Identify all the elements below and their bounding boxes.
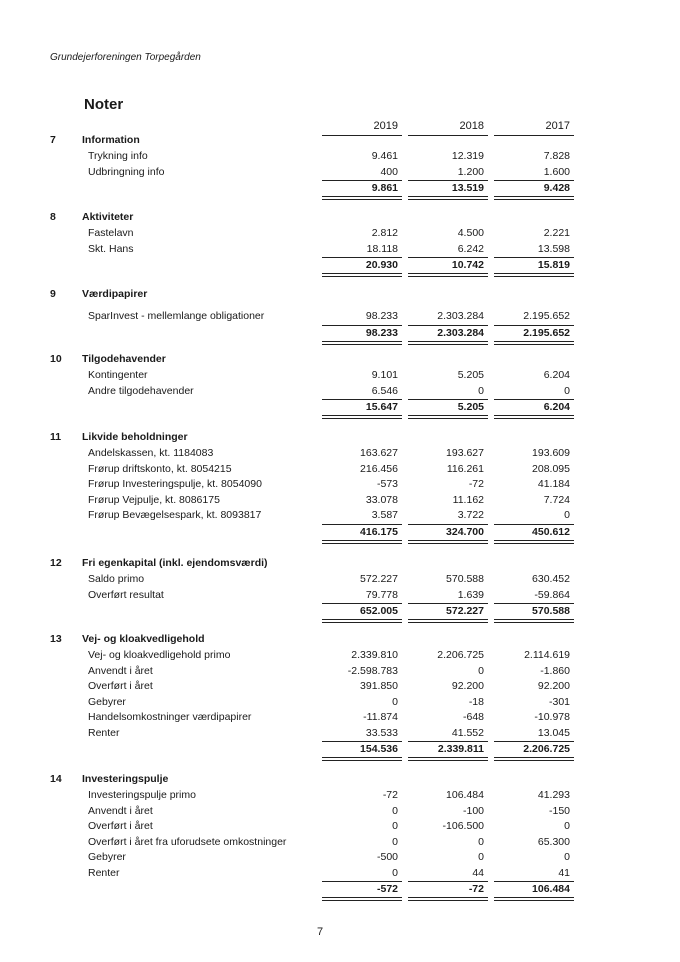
total-value-2019: 20.930 (365, 259, 398, 271)
total-value-2017: 9.428 (543, 182, 570, 194)
note-line-item (0, 166, 680, 181)
line-item-value-2018: 570.588 (446, 573, 484, 585)
total-double-underline (322, 540, 402, 544)
note-line-item (0, 310, 680, 325)
line-item-value-2017: 41.184 (537, 478, 570, 490)
line-item-value-2019: -573 (376, 478, 398, 490)
subtotal-underline (494, 325, 574, 326)
subtotal-underline (494, 741, 574, 742)
line-item-value-2018: 12.319 (451, 150, 484, 162)
subtotal-underline (322, 399, 402, 400)
subtotal-underline (408, 524, 488, 525)
note-title: Værdipapirer (82, 288, 148, 300)
line-item-label: Trykning info (88, 150, 148, 162)
line-item-value-2018: 0 (478, 664, 484, 677)
year-column-2019: 2019 (373, 120, 398, 132)
total-double-underline (408, 341, 488, 345)
total-value-2018: 5.205 (457, 401, 484, 413)
total-double-underline (494, 341, 574, 345)
total-double-underline (494, 757, 574, 761)
page-number: 7 (316, 926, 324, 938)
line-item-value-2017: 7.724 (543, 493, 570, 506)
line-item-label: Anvendt i året (88, 804, 153, 817)
total-double-underline (322, 897, 402, 901)
line-item-label: Kontingenter (88, 369, 148, 381)
line-item-value-2018: 106.484 (446, 789, 484, 801)
line-item-value-2017: 0 (564, 851, 570, 863)
line-item-label: Overført resultat (88, 588, 164, 601)
subtotal-underline (408, 881, 488, 882)
note-total-row (0, 883, 680, 898)
total-double-underline (408, 757, 488, 761)
subtotal-underline (494, 603, 574, 604)
line-item-value-2019: 0 (392, 820, 398, 832)
line-item-value-2017: 0 (564, 509, 570, 521)
subtotal-underline (408, 603, 488, 604)
line-item-label: Investeringspulje primo (88, 789, 196, 801)
line-item-value-2017: 2.221 (543, 227, 570, 239)
note-line-item (0, 696, 680, 711)
line-item-value-2017: 2.114.619 (524, 649, 570, 661)
line-item-value-2018: -648 (462, 711, 484, 723)
line-item-value-2018: -106.500 (442, 820, 484, 832)
total-value-2019: 98.233 (365, 326, 398, 339)
line-item-value-2018: 1.200 (457, 165, 484, 178)
line-item-value-2019: 98.233 (365, 310, 398, 322)
line-item-value-2019: 18.118 (366, 242, 398, 255)
line-item-value-2017: 630.452 (532, 573, 570, 585)
line-item-label: Andelskassen, kt. 1184083 (88, 447, 214, 459)
note-line-item (0, 805, 680, 820)
subtotal-underline (322, 741, 402, 742)
note-number: 12 (50, 557, 62, 569)
line-item-value-2018: 1.639 (457, 588, 484, 601)
note-number: 10 (50, 353, 62, 365)
total-double-underline (322, 341, 402, 345)
note-line-item (0, 851, 680, 866)
line-item-value-2019: 0 (392, 835, 398, 848)
line-item-value-2019: 33.533 (365, 726, 398, 739)
total-value-2019: 15.647 (365, 401, 398, 413)
line-item-value-2017: 0 (564, 820, 570, 832)
note-number: 11 (50, 431, 62, 443)
line-item-value-2019: 0 (392, 804, 398, 817)
note-line-item (0, 227, 680, 242)
total-value-2018: 10.742 (451, 259, 484, 271)
total-value-2019: 9.861 (371, 182, 398, 194)
line-item-value-2018: 6.242 (457, 242, 484, 255)
page-title: Noter (84, 96, 124, 113)
line-item-value-2017: 6.204 (543, 369, 570, 381)
total-double-underline (494, 415, 574, 419)
note-title: Vej- og kloakvedligehold (82, 633, 205, 645)
year-underline (494, 135, 574, 136)
line-item-value-2018: 2.206.725 (437, 649, 484, 661)
total-value-2018: -72 (468, 883, 484, 895)
note-title: Likvide beholdninger (82, 431, 188, 443)
note-number: 14 (50, 773, 62, 785)
total-value-2018: 2.303.284 (437, 326, 484, 339)
line-item-value-2019: 79.778 (365, 588, 398, 601)
note-total-row (0, 182, 680, 197)
line-item-label: Overført i året (88, 680, 153, 692)
total-value-2017: 570.588 (532, 605, 570, 617)
total-double-underline (322, 273, 402, 277)
note-line-item (0, 478, 680, 493)
line-item-label: Skt. Hans (88, 242, 134, 255)
line-item-value-2017: -59.864 (534, 588, 570, 601)
line-item-value-2019: 163.627 (360, 447, 398, 459)
line-item-value-2018: -72 (468, 478, 484, 490)
line-item-value-2019: 0 (392, 695, 398, 708)
note-line-item (0, 385, 680, 400)
total-double-underline (322, 415, 402, 419)
line-item-value-2019: 6.546 (371, 384, 398, 397)
note-line-item (0, 711, 680, 726)
total-value-2018: 324.700 (446, 525, 484, 538)
note-line-item (0, 369, 680, 384)
line-item-value-2017: 208.095 (532, 462, 570, 475)
line-item-label: Udbringning info (88, 165, 165, 178)
line-item-label: SparInvest - mellemlange obligationer (88, 310, 265, 322)
line-item-value-2017: -301 (548, 695, 570, 708)
line-item-label: Andre tilgodehavender (88, 384, 194, 397)
line-item-value-2019: 2.339.810 (351, 649, 398, 661)
line-item-value-2017: 92.200 (537, 680, 570, 692)
note-title: Information (82, 134, 140, 146)
line-item-value-2019: 400 (380, 165, 398, 178)
line-item-value-2018: 116.261 (446, 462, 484, 475)
line-item-value-2019: 33.078 (365, 493, 398, 506)
line-item-value-2018: 0 (478, 851, 484, 863)
note-line-item (0, 243, 680, 258)
note-line-item (0, 820, 680, 835)
note-line-item (0, 573, 680, 588)
total-value-2019: 652.005 (360, 605, 398, 617)
line-item-value-2017: 7.828 (543, 150, 570, 162)
line-item-value-2019: 3.587 (371, 509, 398, 521)
line-item-value-2017: 41.293 (537, 789, 570, 801)
line-item-label: Gebyrer (88, 695, 126, 708)
year-underline (408, 135, 488, 136)
note-line-item (0, 649, 680, 664)
note-line-item (0, 509, 680, 524)
note-number: 13 (50, 633, 62, 645)
total-double-underline (408, 897, 488, 901)
total-double-underline (408, 540, 488, 544)
line-item-label: Frørup Bevægelsespark, kt. 8093817 (88, 509, 262, 521)
total-value-2017: 2.206.725 (523, 743, 570, 755)
total-double-underline (494, 196, 574, 200)
total-value-2019: 154.536 (360, 743, 398, 755)
line-item-value-2018: -100 (462, 804, 484, 817)
note-line-item (0, 447, 680, 462)
note-number: 9 (50, 288, 56, 300)
total-value-2018: 13.519 (451, 182, 484, 194)
note-line-item (0, 836, 680, 851)
note-title: Tilgodehavender (82, 353, 166, 365)
line-item-label: Frørup Vejpulje, kt. 8086175 (88, 493, 220, 506)
note-title: Aktiviteter (82, 211, 134, 223)
total-double-underline (408, 273, 488, 277)
total-double-underline (494, 540, 574, 544)
note-total-row (0, 401, 680, 416)
line-item-value-2018: 0 (478, 835, 484, 848)
note-line-item (0, 867, 680, 882)
line-item-value-2019: 391.850 (360, 680, 398, 692)
subtotal-underline (408, 257, 488, 258)
line-item-value-2018: 4.500 (457, 227, 484, 239)
subtotal-underline (322, 257, 402, 258)
line-item-value-2019: 9.101 (371, 369, 398, 381)
subtotal-underline (322, 180, 402, 181)
line-item-label: Saldo primo (88, 573, 145, 585)
year-column-2018: 2018 (459, 120, 484, 132)
line-item-label: Vej- og kloakvedligehold primo (88, 649, 231, 661)
subtotal-underline (322, 881, 402, 882)
line-item-value-2018: 44 (472, 866, 484, 879)
note-line-item (0, 680, 680, 695)
note-line-item (0, 727, 680, 742)
subtotal-underline (408, 325, 488, 326)
line-item-value-2017: 13.598 (537, 242, 570, 255)
line-item-value-2017: 193.609 (532, 447, 570, 459)
line-item-label: Renter (88, 726, 120, 739)
line-item-value-2017: -150 (548, 804, 570, 817)
line-item-value-2018: 11.162 (452, 493, 484, 506)
line-item-value-2017: 1.600 (543, 165, 570, 178)
total-double-underline (408, 619, 488, 623)
total-value-2019: -572 (376, 883, 398, 895)
note-line-item (0, 589, 680, 604)
year-underline (322, 135, 402, 136)
total-double-underline (408, 415, 488, 419)
line-item-label: Overført i året (88, 820, 153, 832)
line-item-value-2018: 193.627 (446, 447, 484, 459)
total-double-underline (408, 196, 488, 200)
line-item-label: Anvendt i året (88, 664, 153, 677)
line-item-label: Gebyrer (88, 851, 126, 863)
note-total-row (0, 743, 680, 758)
subtotal-underline (408, 399, 488, 400)
note-number: 8 (50, 211, 56, 223)
line-item-value-2019: -500 (376, 851, 398, 863)
line-item-label: Frørup Investeringspulje, kt. 8054090 (88, 478, 262, 490)
line-item-value-2019: -11.874 (363, 711, 398, 723)
line-item-value-2018: 2.303.284 (437, 310, 484, 322)
subtotal-underline (494, 524, 574, 525)
line-item-value-2017: 13.045 (537, 726, 570, 739)
total-value-2017: 15.819 (537, 259, 570, 271)
year-column-2017: 2017 (545, 120, 570, 132)
line-item-value-2018: 0 (478, 384, 484, 397)
line-item-value-2019: -72 (382, 789, 398, 801)
total-value-2018: 572.227 (446, 605, 484, 617)
line-item-value-2019: 0 (392, 866, 398, 879)
line-item-value-2019: 9.461 (371, 150, 398, 162)
line-item-value-2019: -2.598.783 (347, 664, 398, 677)
line-item-label: Handelsomkostninger værdipapirer (88, 711, 252, 723)
subtotal-underline (322, 603, 402, 604)
total-value-2017: 2.195.652 (523, 326, 570, 339)
note-line-item (0, 789, 680, 804)
subtotal-underline (408, 741, 488, 742)
total-double-underline (322, 196, 402, 200)
line-item-value-2018: 92.200 (451, 680, 484, 692)
line-item-value-2017: 2.195.652 (523, 310, 570, 322)
total-double-underline (494, 619, 574, 623)
line-item-label: Frørup driftskonto, kt. 8054215 (88, 462, 232, 475)
line-item-value-2018: 41.552 (451, 726, 484, 739)
note-total-row (0, 259, 680, 274)
subtotal-underline (322, 325, 402, 326)
line-item-value-2018: -18 (468, 695, 484, 708)
line-item-value-2017: 65.300 (537, 835, 570, 848)
total-double-underline (322, 757, 402, 761)
note-total-row (0, 526, 680, 541)
line-item-value-2019: 572.227 (360, 573, 398, 585)
line-item-label: Renter (88, 866, 120, 879)
total-value-2017: 450.612 (532, 525, 570, 538)
subtotal-underline (322, 524, 402, 525)
subtotal-underline (494, 180, 574, 181)
line-item-value-2017: -1.860 (540, 664, 570, 677)
line-item-value-2017: -10.978 (534, 711, 570, 723)
note-title: Investeringspulje (82, 773, 169, 785)
line-item-value-2017: 41 (558, 866, 570, 879)
total-value-2019: 416.175 (360, 525, 398, 538)
total-double-underline (322, 619, 402, 623)
total-value-2018: 2.339.811 (437, 743, 484, 755)
line-item-value-2018: 3.722 (457, 509, 484, 521)
subtotal-underline (494, 257, 574, 258)
note-line-item (0, 665, 680, 680)
line-item-value-2019: 216.456 (360, 462, 398, 475)
subtotal-underline (494, 881, 574, 882)
note-total-row (0, 605, 680, 620)
note-line-item (0, 150, 680, 165)
note-line-item (0, 494, 680, 509)
line-item-value-2017: 0 (564, 384, 570, 397)
total-value-2017: 6.204 (543, 401, 570, 413)
note-total-row (0, 327, 680, 342)
line-item-label: Overført i året fra uforudsete omkostninger (88, 835, 287, 848)
note-number: 7 (50, 134, 56, 146)
organization-name: Grundejerforeningen Torpegården (50, 52, 201, 63)
subtotal-underline (408, 180, 488, 181)
line-item-value-2019: 2.812 (371, 227, 398, 239)
line-item-value-2018: 5.205 (457, 369, 484, 381)
note-line-item (0, 463, 680, 478)
total-double-underline (494, 273, 574, 277)
subtotal-underline (494, 399, 574, 400)
note-title: Fri egenkapital (inkl. ejendomsværdi) (82, 557, 268, 569)
total-value-2017: 106.484 (532, 883, 570, 895)
line-item-label: Fastelavn (88, 227, 134, 239)
total-double-underline (494, 897, 574, 901)
